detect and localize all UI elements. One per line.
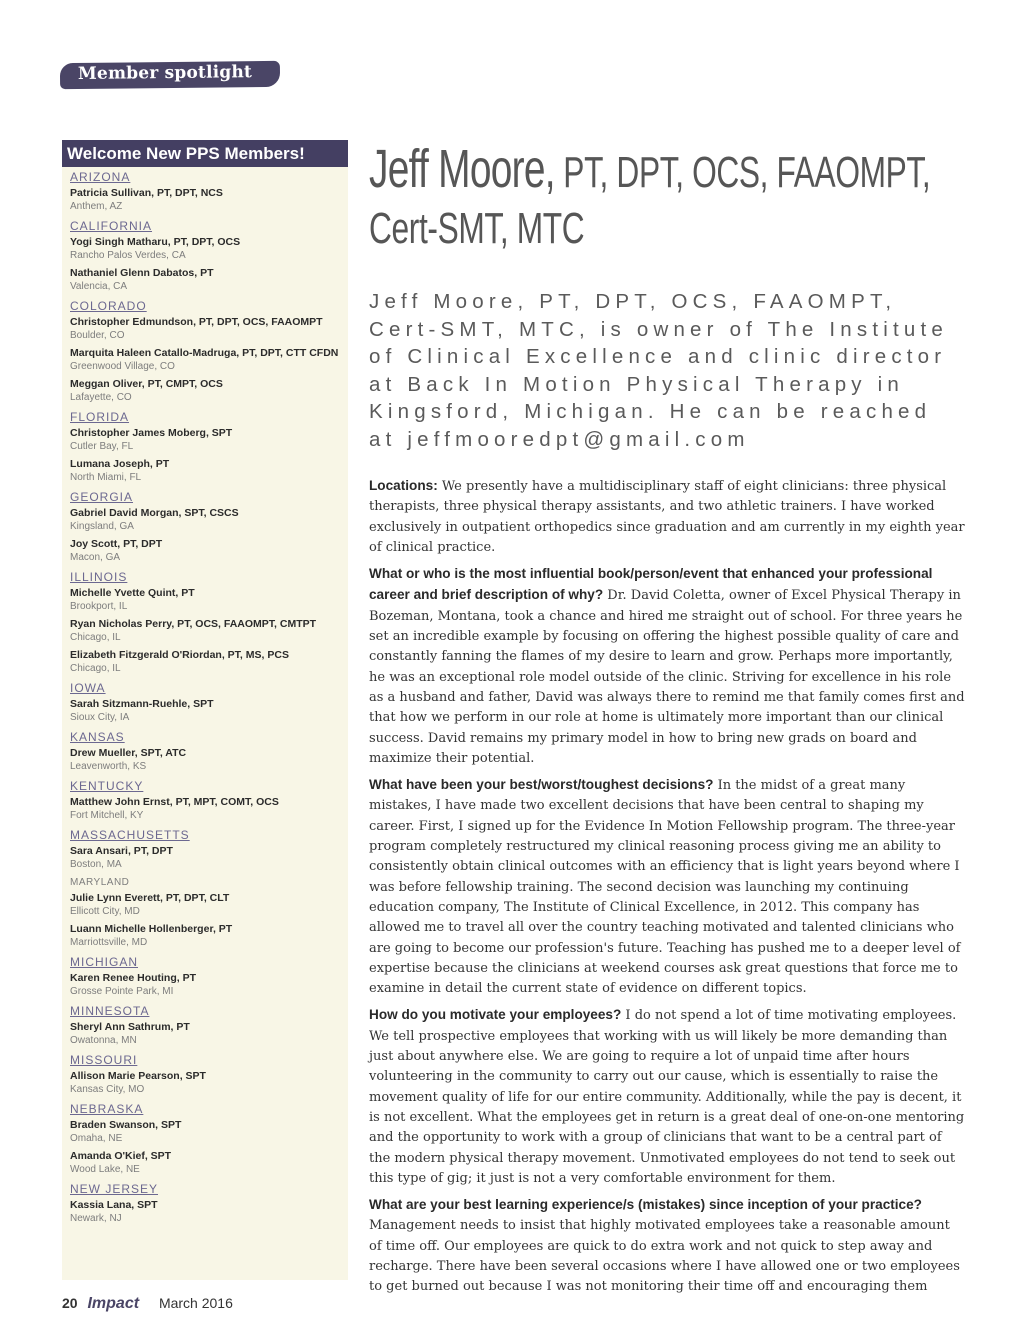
member-location: Lafayette, CO <box>70 392 132 403</box>
member-location: Valencia, CA <box>70 281 128 292</box>
state-heading: NEBRASKA <box>70 1102 144 1116</box>
member-name: Sarah Sitzmann-Ruehle, SPT <box>70 698 214 710</box>
member-location: Marriottsville, MD <box>70 937 148 948</box>
question-label: What or who is the most influential book/person/event that enhanced your professional career and brief description of why? <box>369 566 933 603</box>
article-paragraph <box>369 1195 965 1297</box>
state-heading: KANSAS <box>70 730 125 744</box>
headline-credentials-1: PT, DPT, OCS, FAAOMPT, <box>554 148 931 197</box>
new-members-sidebar <box>62 140 348 1280</box>
state-heading: MISSOURI <box>70 1053 138 1067</box>
article-paragraph <box>369 564 965 769</box>
member-name: Elizabeth Fitzgerald O'Riordan, PT, MS, PCS <box>70 649 289 661</box>
article-paragraph <box>369 476 965 558</box>
question-label: How do you motivate your employees? <box>369 1007 622 1023</box>
member-name: Michelle Yvette Quint, PT <box>70 587 195 599</box>
member-name: Kassia Lana, SPT <box>70 1199 158 1211</box>
state-heading: MASSACHUSETTS <box>70 828 190 842</box>
answer-text: Dr. David Coletta, owner of Excel Physical Therapy in Bozeman, Montana, took a chance and hired me straight out of school. For three years he set an incredible example by focusing on offering the highest possible quality of care and constantly fanning the flames of my desire to learn and grow. Perhaps more importantly, he was an exceptional role model outside of the clinic. Striving for excellence in his role as a husband and father, David was always there to remind me that family comes first and that how we perform in our role at home is ultimately more important than our clinical success. David remains my primary model in how to bring new grads on board and maximize their potential. <box>369 588 965 766</box>
sidebar-title: Welcome New PPS Members! <box>62 140 348 167</box>
state-heading: COLORADO <box>70 299 147 313</box>
answer-text: We presently have a multidisciplinary staff of eight clinicians: three physical therapists, three physical therapy assistants, and two athletic trainers. I have worked exclusively in outpatient orthopedics since graduation and am currently in my eighth year of clinical practice. <box>369 479 965 555</box>
member-location: Brookport, IL <box>70 601 128 612</box>
member-name: Karen Renee Houting, PT <box>70 972 197 984</box>
article-headline <box>369 139 974 262</box>
state-heading: MINNESOTA <box>70 1004 150 1018</box>
headline-credentials-2: Cert-SMT, MTC <box>369 204 585 253</box>
members-list <box>62 167 348 1225</box>
article-paragraph <box>369 1005 965 1189</box>
member-name: Ryan Nicholas Perry, PT, OCS, FAAOMPT, CMTPT <box>70 618 317 630</box>
magazine-name: Impact <box>87 1295 140 1312</box>
member-location: Wood Lake, NE <box>70 1164 140 1175</box>
member-location: Leavenworth, KS <box>70 761 147 772</box>
question-label: Locations: <box>369 478 438 493</box>
state-heading: ILLINOIS <box>70 570 128 584</box>
member-name: Christopher Edmundson, PT, DPT, OCS, FAAOMPT <box>70 316 323 328</box>
member-location: Ellicott City, MD <box>70 906 140 917</box>
member-name: Luann Michelle Hollenberger, PT <box>70 923 233 935</box>
member-location: Kingsland, GA <box>70 521 134 532</box>
member-location: Sioux City, IA <box>70 712 130 723</box>
member-location: Newark, NJ <box>70 1213 122 1224</box>
state-heading: FLORIDA <box>70 410 130 424</box>
page-footer <box>62 1295 233 1313</box>
member-name: Meggan Oliver, PT, CMPT, OCS <box>70 378 223 390</box>
headline-name: Jeff Moore, <box>369 139 555 199</box>
member-name: Amanda O'Kief, SPT <box>70 1150 172 1162</box>
state-heading: NEW JERSEY <box>70 1182 159 1196</box>
member-location: Chicago, IL <box>70 663 121 674</box>
issue-date: March 2016 <box>158 1295 233 1311</box>
member-name: Marquita Haleen Catallo-Madruga, PT, DPT, CTT CFDN <box>70 347 339 359</box>
member-location: Fort Mitchell, KY <box>70 810 144 821</box>
member-name: Yogi Singh Matharu, PT, DPT, OCS <box>70 236 241 248</box>
article-body <box>369 476 965 1304</box>
member-location: Kansas City, MO <box>70 1084 145 1095</box>
state-heading: ARIZONA <box>70 170 131 184</box>
state-heading: IOWA <box>70 681 106 695</box>
banner-label: Member spotlight <box>77 62 253 84</box>
member-name: Gabriel David Morgan, SPT, CSCS <box>70 507 239 519</box>
member-name: Matthew John Ernst, PT, MPT, COMT, OCS <box>70 796 279 808</box>
member-location: Rancho Palos Verdes, CA <box>70 250 186 261</box>
answer-text: In the midst of a great many mistakes, I have made two excellent decisions that have been central to shaping my career. First, I signed up for the Evidence In Motion Fellowship program. The three-year program completely restructured my clinical reasoning process giving me an ability to consistently obtain clinical outcomes with an efficiency that is light years beyond where I was before fellowship training. The second decision was launching my continuing education company, The Institute of Clinical Excellence, in 2012. This company has allowed me to travel all over the country teaching motivated and talented clinicians who are going to become our profession's future. Teaching has pushed me to a deeper level of expertise because the clinicians at weekend courses ask great questions that force me to examine in detail the current state of evidence on different topics. <box>369 778 961 997</box>
member-name: Sara Ansari, PT, DPT <box>70 845 173 857</box>
member-name: Drew Mueller, SPT, ATC <box>70 747 187 759</box>
state-heading: CALIFORNIA <box>70 219 153 233</box>
member-name: Nathaniel Glenn Dabatos, PT <box>70 267 214 279</box>
state-heading: GEORGIA <box>70 490 134 504</box>
member-location: Grosse Pointe Park, MI <box>70 986 174 997</box>
member-name: Lumana Joseph, PT <box>70 458 170 470</box>
answer-text: I do not spend a lot of time motivating employees. We tell prospective employees that working with us will likely be more demanding than just about anywhere else. We are going to require a lot of unpaid time after hours volunteering in the community to carry out our cause, which is essentially to raise the movement quality of life for our entire community. Additionally, while the pay is decent, it is not excellent. What the employees get in return is a great deal of one-on-one mentoring and the opportunity to work with a group of clinicians that want to be a central part of the modern physical therapy movement. Unmotivated employees do not tend to seek out this type of gig; it just is not a very comfortable environment for them. <box>369 1008 965 1186</box>
member-location: Anthem, AZ <box>70 201 123 212</box>
member-name: Joy Scott, PT, DPT <box>70 538 163 550</box>
state-heading: MARYLAND <box>70 877 130 888</box>
member-name: Sheryl Ann Sathrum, PT <box>70 1021 190 1033</box>
author-intro: Jeff Moore, PT, DPT, OCS, FAAOMPT, Cert-SMT, MTC, is owner of The Institute of Clinical Excellence and clinic director at Back In Motion Physical Therapy in Kingsford, Michigan. He can be reached at jeffmooredpt@gmail.com <box>369 290 949 451</box>
member-location: Owatonna, MN <box>70 1035 137 1046</box>
member-location: Boston, MA <box>70 859 122 870</box>
member-location: Chicago, IL <box>70 632 121 643</box>
question-label: What are your best learning experience/s (mistakes) since inception of your practice? <box>369 1197 922 1213</box>
member-location: Cutler Bay, FL <box>70 441 134 452</box>
answer-text: Management needs to insist that highly motivated employees take a reasonable amount of time off. Our employees are quick to do extra work and not quick to step away and recharge. There have been several occasions where I have allowed one or two employees to get burned out because I was not monitoring their time off and encouraging them <box>369 1218 960 1295</box>
state-heading: KENTUCKY <box>70 779 144 793</box>
member-location: Boulder, CO <box>70 330 125 341</box>
question-label: What have been your best/worst/toughest decisions? <box>369 777 714 793</box>
member-name: Braden Swanson, SPT <box>70 1119 182 1131</box>
member-location: Greenwood Village, CO <box>70 361 175 372</box>
member-location: North Miami, FL <box>70 472 142 483</box>
member-location: Omaha, NE <box>70 1133 123 1144</box>
member-location: Macon, GA <box>70 552 121 563</box>
member-name: Patricia Sullivan, PT, DPT, NCS <box>70 187 223 199</box>
member-name: Julie Lynn Everett, PT, DPT, CLT <box>70 892 230 904</box>
member-name: Christopher James Moberg, SPT <box>70 427 233 439</box>
section-banner <box>60 61 280 89</box>
state-heading: MICHIGAN <box>70 955 138 969</box>
page-number: 20 <box>62 1295 78 1311</box>
member-name: Allison Marie Pearson, SPT <box>70 1070 206 1082</box>
article-paragraph <box>369 775 965 999</box>
